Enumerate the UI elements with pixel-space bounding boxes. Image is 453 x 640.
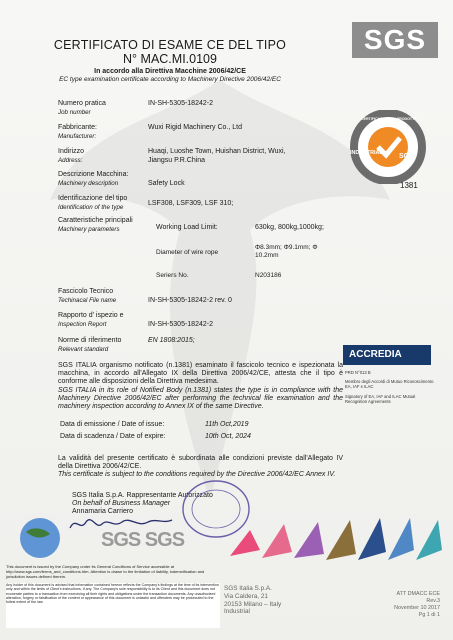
machine-value: Safety Lock: [148, 180, 185, 187]
manufacturer-value: Wuxi Rigid Machinery Co., Ltd: [148, 124, 243, 131]
params-label-en: Machinery parameters: [58, 226, 120, 233]
address-line1: SGS Italia S.p.A.: [224, 585, 272, 592]
norm-value: EN 1808:2015;: [148, 337, 195, 344]
statement-italian: SGS ITALIA organismo notificato (n.1381) esaminato il fascicolo tecnico e ispezionata la macchina, in accordo all'Allegato IX della Direttiva 2006/42/CE, attesta che il tipo è conforme alle disposizioni della Direttiva medesima.: [58, 362, 343, 385]
accredia-prd: PRD N°013 B: [345, 370, 371, 375]
validity-english: This certificate is subject to the conditions required by the Directive 2006/42/EC Annex IV.: [58, 471, 336, 478]
manufacturer-label-it: Fabbricante:: [58, 124, 97, 131]
badge-right-text: SGS: [399, 153, 414, 160]
report-label-en: Inspection Report: [58, 321, 107, 328]
series-value: N203186: [255, 272, 282, 279]
address-line4: Industrial: [224, 608, 250, 616]
accredia-line2: Signatory of EA, IAF and ILAC Mutual Recognition Agreements: [345, 394, 416, 404]
validity-italian: La validità del presente certificato è subordinata alle condizioni previste dall'Allegato IV della Direttiva 2006/42/CE.: [58, 455, 343, 470]
certificate-number: N° MAC.MI.0109: [123, 52, 217, 66]
certificate-title: CERTIFICATO DI ESAME CE DEL TIPO: [53, 38, 287, 52]
ref-line3: November 10 2017: [394, 605, 440, 611]
expire-date-value: 10th Oct, 2024: [205, 433, 251, 440]
address-label-it: Indirizzo: [58, 148, 85, 155]
badge-left-text: INDUSTRIAL: [350, 150, 383, 156]
norm-label-en: Relevant standard: [58, 346, 109, 353]
certification-badge: [346, 110, 430, 184]
address-line2: Via Caldera, 21: [224, 592, 268, 600]
signatory-line2: On behalf of Business Manager: [72, 500, 171, 507]
file-value: IN-SH-5305-18242-2 rev. 0: [148, 297, 232, 304]
machine-label-en: Machinery description: [58, 180, 119, 187]
file-label-en: Techinacal File name: [58, 297, 117, 304]
directive-english: EC type examination certificate according to Machinery Directive 2006/42/EC: [59, 76, 281, 83]
machine-label-it: Descrizione Macchina:: [58, 171, 129, 178]
statement-english: SGS ITALIA in its role of Notified Body (n.1381) states the type is in compliance with the Machinery Directive 2006/42/EC after performing the technical file examination and the machinery inspection according to Annex IX of the same Directive.: [58, 387, 343, 410]
sgs-logo: SGS: [352, 22, 438, 58]
accredia-logo: ACCREDIA: [343, 345, 431, 365]
accredia-line1: Membro degli Accordi di Mutuo Riconoscimento EA, IAF e ILAC: [345, 379, 434, 389]
ref-line2: Rev.3: [426, 598, 440, 604]
address-value-line1: Huaqi, Luoshe Town, Huishan District, Wuxi,: [148, 148, 286, 155]
ref-line4: Pg 1 di 1: [418, 612, 440, 618]
type-label-it: Identificazione del tipo: [58, 195, 128, 202]
load-value: 630kg, 800kg,1000kg;: [255, 224, 324, 231]
rope-value-line2: 10.2mm: [255, 252, 279, 259]
params-label-it: Caratteristiche principali: [58, 217, 133, 224]
ref-line1: ATT DMACC ECE: [396, 591, 440, 597]
badge-top-text: CERTIFICAZIONE DI PRODOTTO: [360, 117, 418, 121]
job-number-label-it: Numero pratica: [58, 100, 106, 107]
directive-italian: In accordo alla Direttiva Macchine 2006/42/CE: [94, 68, 246, 75]
address-label-en: Address:: [58, 157, 83, 164]
norm-label-it: Norme di riferimento: [58, 337, 122, 344]
type-label-en: Identification of the type: [58, 204, 124, 211]
address-value-line2: Jiangsu P.R.China: [148, 157, 206, 164]
issue-date-label: Data di emissione / Date of issue:: [60, 421, 165, 428]
report-value: IN-SH-5305-18242-2: [148, 321, 213, 328]
company-address: [224, 585, 281, 616]
footer-terms: This document is issued by the Company under its General Conditions of Service accessible at http://www.sgs.com/terms_and_conditions.htm. Attention is drawn to the limitation of liability, indemnification and jurisdiction issues defined therein.: [6, 564, 205, 579]
signatory-name: Annamaria Carriero: [72, 508, 134, 515]
signatory-line1: SGS Italia S.p.A. Rappresentante Autorizzato: [72, 492, 213, 499]
report-label-it: Rapporto d' ispezio e: [58, 312, 124, 319]
notified-body-number: 1381: [400, 181, 418, 190]
rope-label: Diameter of wire rope: [156, 249, 219, 256]
globe-icon: [20, 518, 60, 558]
address-line3: 20153 Milano – Italy: [224, 600, 282, 608]
bird-strip: [0, 510, 453, 572]
badge-orange-disc: [368, 127, 408, 167]
manufacturer-label-en: Manufacturer:: [58, 133, 97, 140]
job-number-value: IN-SH-5305-18242-2: [148, 100, 213, 107]
type-value: LSF308, LSF309, LSF 310;: [148, 200, 234, 207]
load-label: Working Load Limit:: [156, 224, 218, 231]
series-label: Seriers No.: [156, 272, 189, 279]
sgs-strip-text: SGS SGS: [101, 529, 185, 551]
issue-date-value: 11th Oct,2019: [205, 421, 249, 428]
document-reference: [380, 591, 440, 619]
expire-date-label: Data di scadenza / Date of expire:: [60, 433, 166, 440]
file-label-it: Fascicolo Tecnico: [58, 288, 114, 295]
footer-disclaimer: Any holder of this document is advised that information contained hereon reflects the Company's findings at the time of its intervention only and within the limits of Client's instructions, if any. The Company's sole responsibility is to its Client and this document does not exonerate parties to a transaction from exercising all their rights and obligations under the transaction documents. Any unauthorized alteration, forgery or falsification of the content or appearance of this document is unlawful and offenders may be prosecuted to the fullest extent of the law.: [6, 583, 220, 628]
job-number-label-en: Job number: [58, 109, 91, 116]
rope-value-line1: Φ8.3mm; Φ9.1mm; Φ: [255, 244, 318, 251]
